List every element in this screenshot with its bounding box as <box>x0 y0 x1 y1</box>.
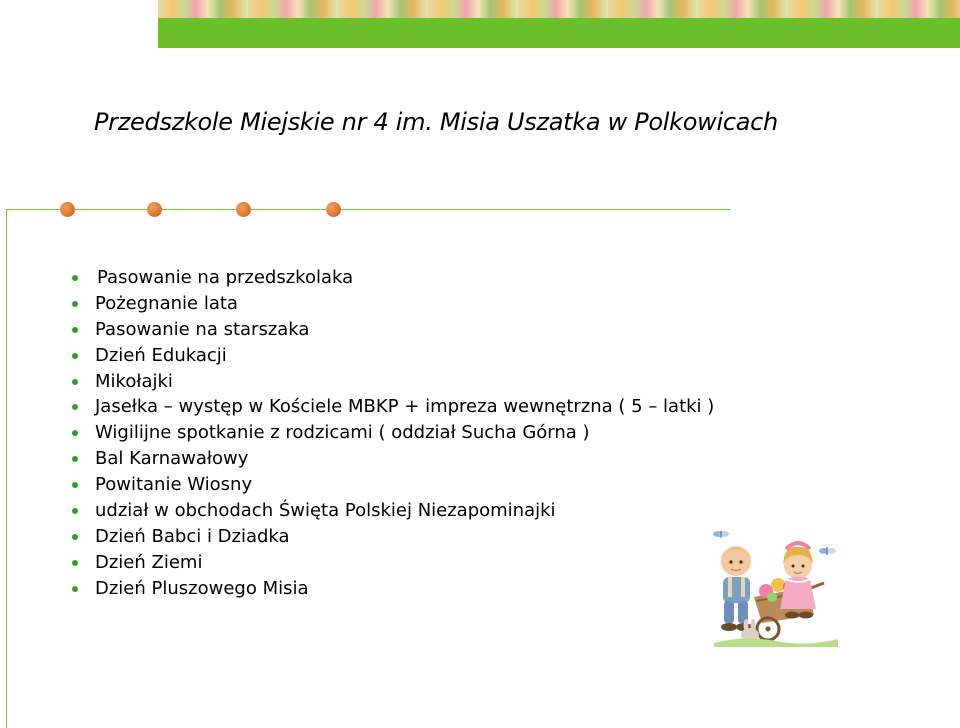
bullet-dot-icon <box>72 482 78 488</box>
list-item: Dzień Ziemi <box>72 550 714 576</box>
children-with-flower-cart-illustration <box>706 525 846 647</box>
list-item: Powitanie Wiosny <box>72 472 714 498</box>
bullet-dot-icon <box>72 404 78 410</box>
frame-dot-2 <box>147 202 162 217</box>
banner-green-stripe <box>158 18 960 48</box>
list-item: Dzień Pluszowego Misia <box>72 576 714 602</box>
list-item: Dzień Edukacji <box>72 343 714 369</box>
frame-dot-3 <box>236 202 251 217</box>
frame-dot-1 <box>60 202 75 217</box>
list-item: Dzień Babci i Dziadka <box>72 524 714 550</box>
frame-left-line <box>6 209 7 728</box>
list-item: Pasowanie na przedszkolaka <box>72 265 714 291</box>
bullet-dot-icon <box>72 275 78 281</box>
bullet-dot-icon <box>72 353 78 359</box>
bullet-dot-icon <box>72 508 78 514</box>
list-item: udział w obchodach Święta Polskiej Niezapominajki <box>72 498 714 524</box>
bullet-dot-icon <box>72 327 78 333</box>
bullet-dot-icon <box>72 534 78 540</box>
top-banner <box>158 0 960 50</box>
bullet-dot-icon <box>72 430 78 436</box>
butterfly-icon <box>713 531 729 538</box>
butterfly-icon <box>819 547 836 555</box>
list-item: Pożegnanie lata <box>72 291 714 317</box>
banner-flower-photo <box>158 0 960 18</box>
bullet-dot-icon <box>72 586 78 592</box>
events-list <box>72 265 714 602</box>
list-item: Mikołajki <box>72 369 714 395</box>
page-title: Przedszkole Miejskie nr 4 im. Misia Uszatka w Polkowicach <box>94 108 778 136</box>
bullet-dot-icon <box>72 301 78 307</box>
bullet-dot-icon <box>72 456 78 462</box>
list-item: Jasełka – występ w Kościele MBKP + impreza wewnętrzna ( 5 – latki ) <box>72 394 714 420</box>
frame-dot-4 <box>326 202 341 217</box>
frame-top-line <box>6 209 731 210</box>
list-item: Pasowanie na starszaka <box>72 317 714 343</box>
bullet-dot-icon <box>72 379 78 385</box>
list-item: Bal Karnawałowy <box>72 446 714 472</box>
bullet-dot-icon <box>72 560 78 566</box>
list-item: Wigilijne spotkanie z rodzicami ( oddział Sucha Górna ) <box>72 420 714 446</box>
